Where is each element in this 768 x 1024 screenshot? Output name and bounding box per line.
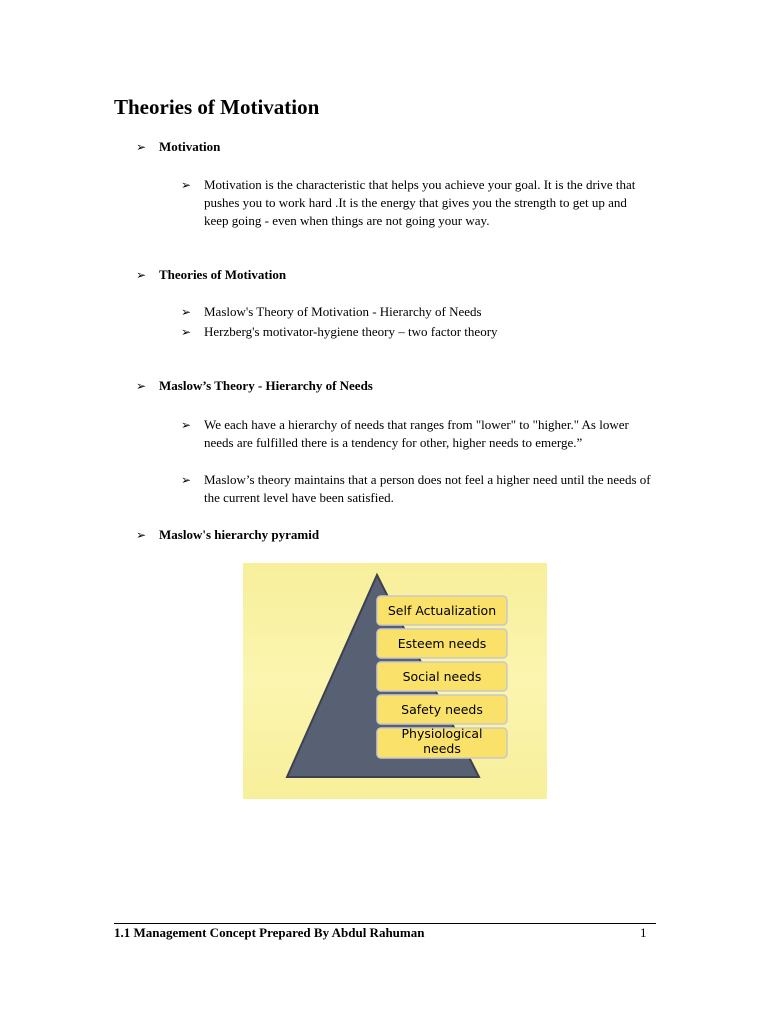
arrow-bullet-icon: ➢	[181, 325, 192, 339]
page-title: Theories of Motivation	[114, 95, 320, 119]
footer-text: 1.1 Management Concept Prepared By Abdul Rahuman	[114, 925, 425, 940]
section-heading-text: Motivation	[159, 139, 221, 154]
maslow-pyramid-diagram	[243, 563, 547, 799]
arrow-bullet-icon: ➢	[181, 418, 192, 432]
page-number: 1	[640, 925, 647, 940]
bullet-text: Maslow’s theory maintains that a person does not feel a higher need until the needs of the current level have been satisfied.	[204, 472, 651, 505]
bullet-item	[181, 471, 651, 507]
section-heading-text: Theories of Motivation	[159, 267, 287, 282]
arrow-bullet-icon: ➢	[181, 178, 192, 192]
bullet-text: Motivation is the characteristic that helps you achieve your goal. It is the drive that pushes you to work hard .It is the energy that gives you the strength to get up and keep going - even when things are not going your way.	[204, 177, 636, 228]
bullet-item	[181, 323, 651, 341]
arrow-bullet-icon: ➢	[136, 268, 147, 282]
arrow-bullet-icon: ➢	[136, 528, 147, 542]
arrow-bullet-icon: ➢	[181, 473, 192, 487]
bullet-text: We each have a hierarchy of needs that ranges from "lower" to "higher." As lower needs are fulfilled there is a tendency for other, higher needs to emerge.”	[204, 417, 629, 450]
arrow-bullet-icon: ➢	[136, 379, 147, 393]
pyramid-level-3	[377, 662, 507, 691]
level-label: Esteem needs	[397, 636, 487, 651]
arrow-bullet-icon: ➢	[181, 305, 192, 319]
pyramid-level-1	[377, 596, 507, 625]
bullet-item	[181, 416, 651, 452]
bullet-item	[181, 303, 651, 321]
level-label: Physiological needs	[401, 726, 483, 756]
level-label: Safety needs	[401, 702, 483, 717]
pyramid-level-4	[377, 695, 507, 724]
footer-divider	[114, 923, 656, 924]
bullet-text: Herzberg's motivator-hygiene theory – two factor theory	[204, 324, 498, 339]
pyramid-level-2	[377, 629, 507, 658]
bullet-text: Maslow's Theory of Motivation - Hierarchy of Needs	[204, 304, 482, 319]
section-heading-text: Maslow’s Theory - Hierarchy of Needs	[159, 378, 373, 393]
arrow-bullet-icon: ➢	[136, 140, 147, 154]
bullet-item	[181, 176, 651, 230]
section-heading-text: Maslow's hierarchy pyramid	[159, 527, 320, 542]
level-label: Self Actualization	[387, 603, 497, 618]
pyramid-level-5	[377, 726, 507, 758]
level-label: Social needs	[402, 669, 482, 684]
